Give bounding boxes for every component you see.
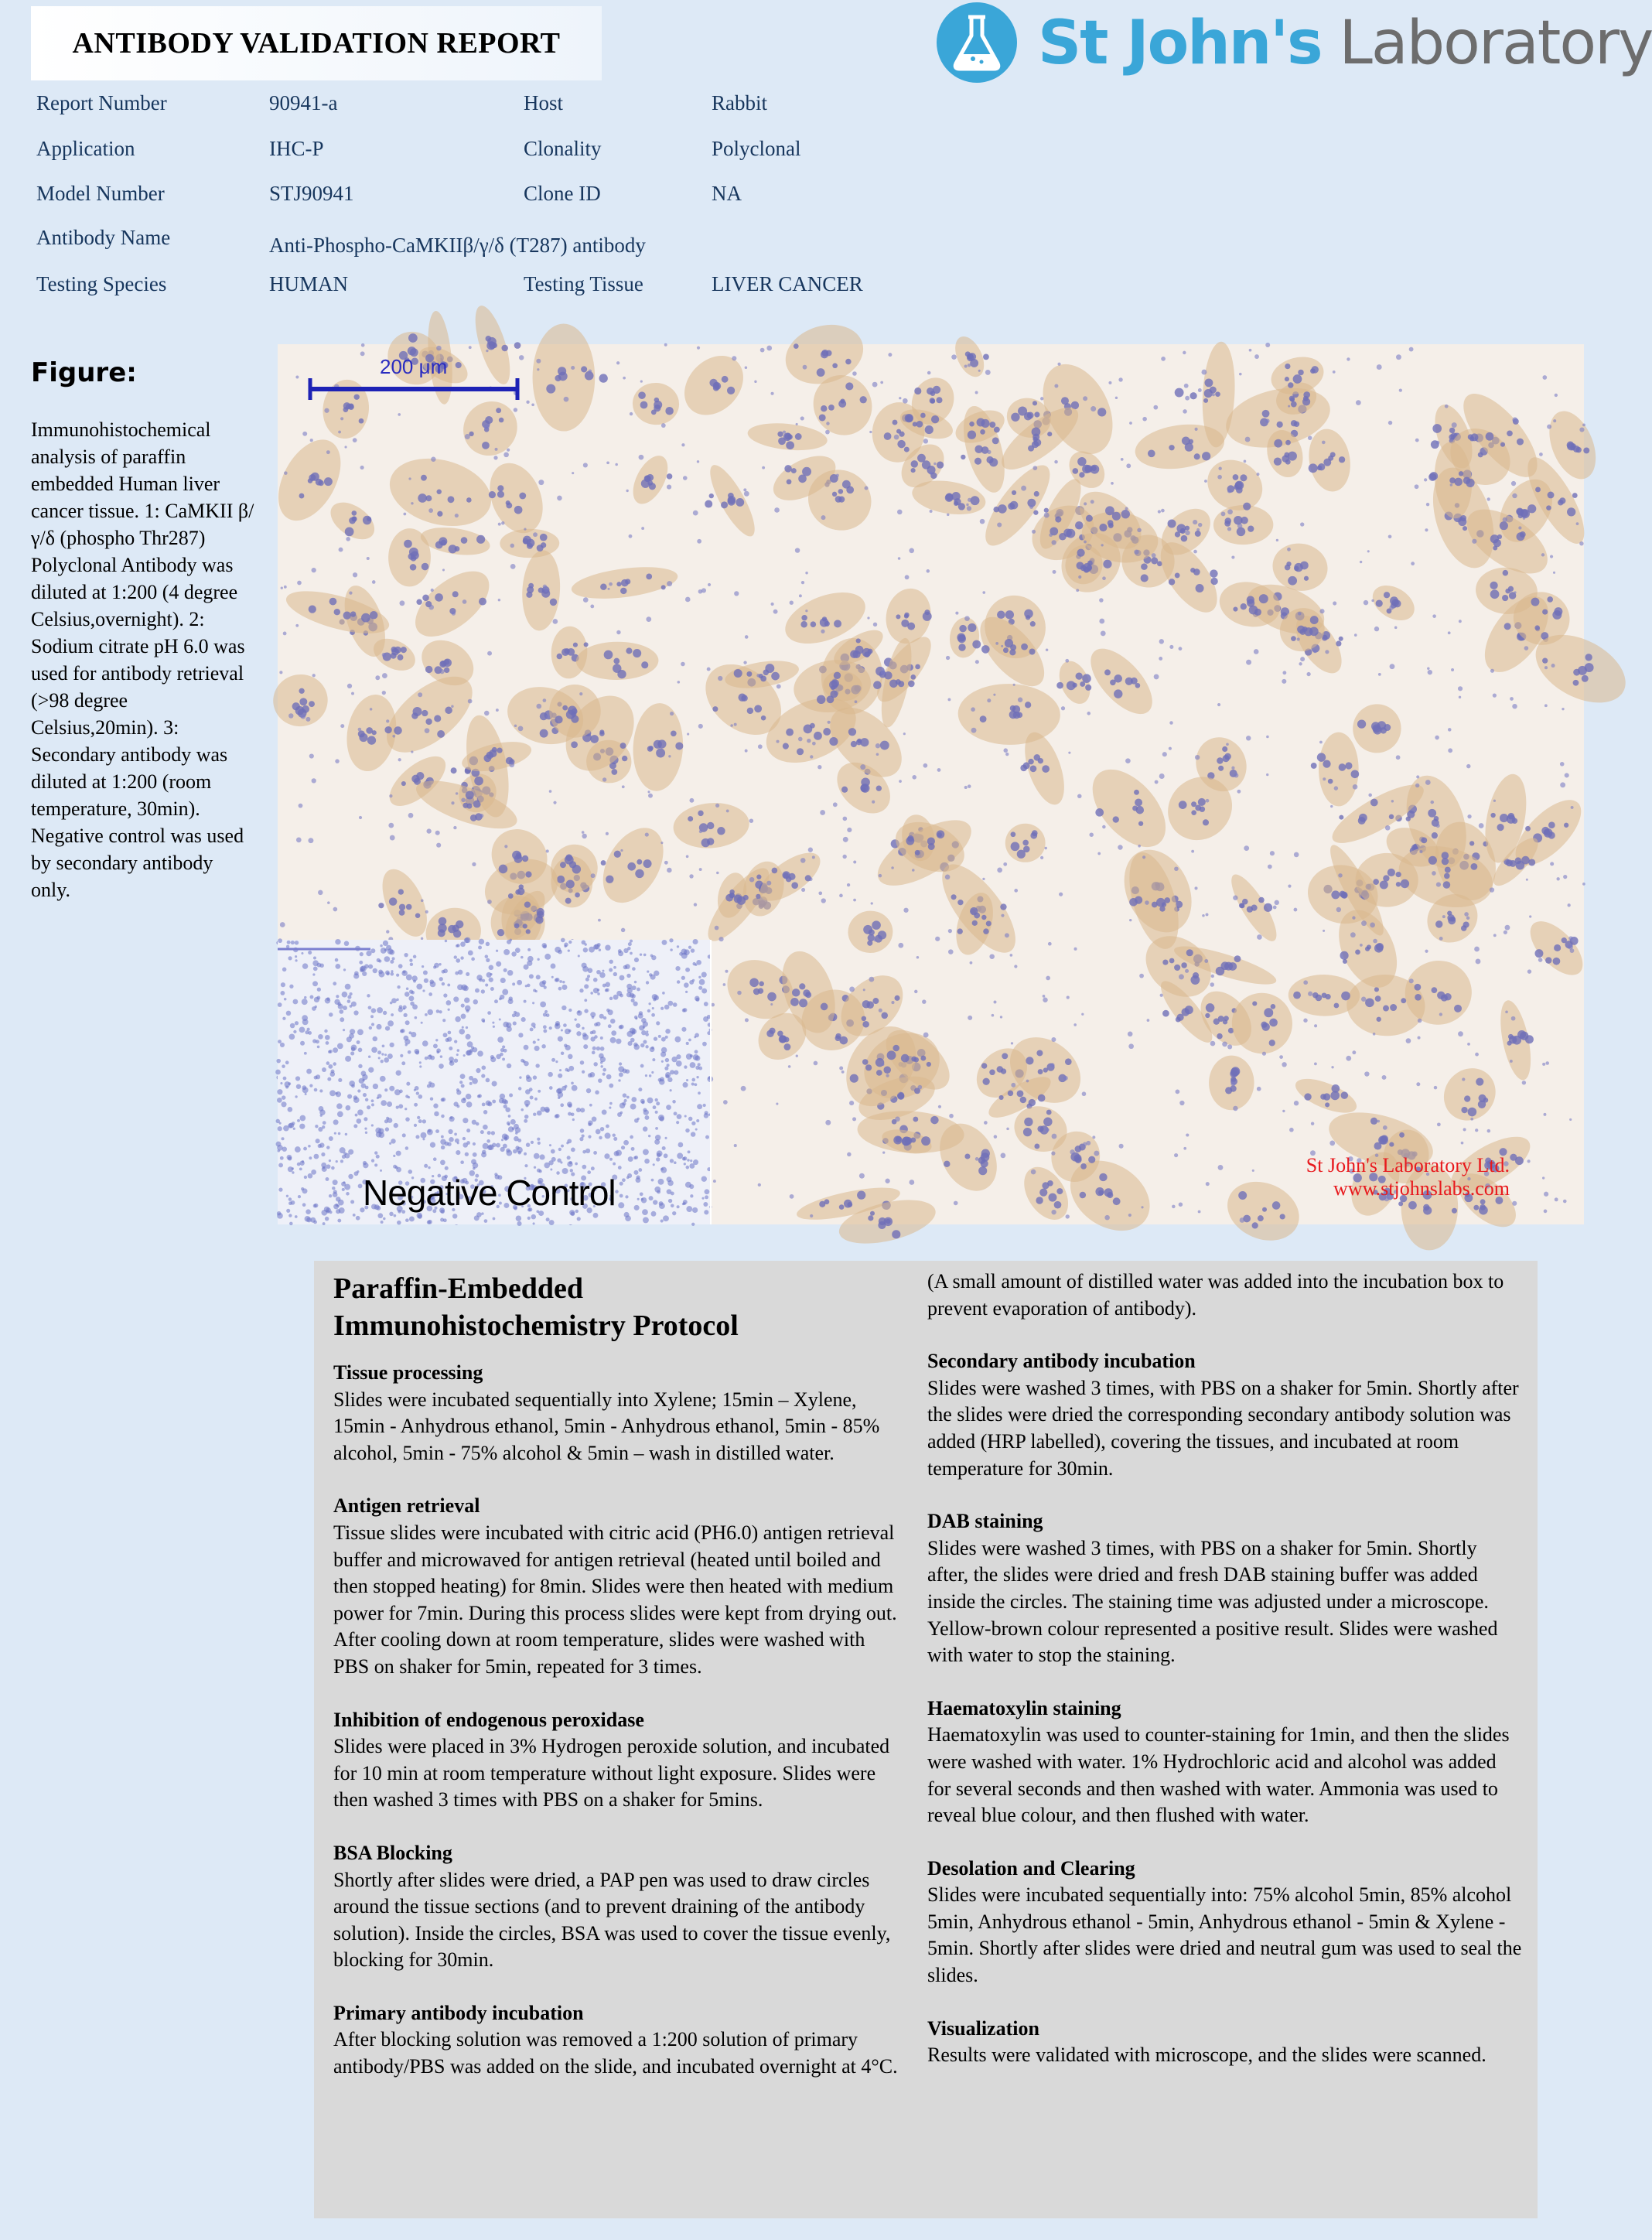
section-heading: Desolation and Clearing bbox=[927, 1856, 1135, 1880]
protocol-panel bbox=[314, 1261, 1538, 2218]
logo-text bbox=[1038, 5, 1652, 82]
section-body: Haematoxylin was used to counter-staining for 1min, and then the slides were washed with water. 1% Hydrochloric acid and alcohol was added for several seconds and then washed with water. Ammonia was used to reveal blue colour, and then flushed with water. bbox=[927, 1723, 1510, 1827]
info-value: Rabbit bbox=[712, 91, 767, 114]
protocol-section bbox=[333, 2000, 898, 2081]
info-label: Antibody Name bbox=[36, 226, 171, 249]
section-heading: BSA Blocking bbox=[333, 1841, 452, 1864]
flask-icon bbox=[934, 0, 1019, 85]
protocol-section bbox=[927, 1508, 1523, 1669]
protocol-title-line1: Paraffin-Embedded bbox=[333, 1272, 583, 1305]
section-body: Slides were incubated sequentially into: 75% alcohol 5min, 85% alcohol 5min, Anhydrous ethanol - 5min, Anhydrous ethanol - 5min & Xylene - 5min. Shortly after slides were dried and neutral gum was used to seal the slides. bbox=[927, 1883, 1522, 1987]
section-body: Slides were washed 3 times, with PBS on a shaker for 5min. Shortly after, the slides were dried and fresh DAB staining buffer was added inside the circles. The staining time was adjusted under a microscope. Yellow-brown colour represented a positive result. Slides were washed with water to stop the staining. bbox=[927, 1536, 1498, 1667]
info-label: Clonality bbox=[524, 137, 602, 160]
info-label: Testing Tissue bbox=[524, 272, 643, 295]
protocol-column-left bbox=[333, 1270, 898, 2107]
watermark-line2: www.stjohnslabs.com bbox=[1333, 1177, 1510, 1200]
protocol-section bbox=[333, 1493, 898, 1680]
section-body: Results were validated with microscope, and the slides were scanned. bbox=[927, 2044, 1486, 2067]
protocol-section bbox=[927, 1856, 1523, 1989]
info-value: NA bbox=[712, 182, 742, 205]
section-heading: Inhibition of endogenous peroxidase bbox=[333, 1708, 644, 1731]
section-body: Slides were placed in 3% Hydrogen peroxide solution, and incubated for 10 min at room temperature without light exposure. Slides were then washed 3 times with PBS on a shaker for 5mins. bbox=[333, 1735, 890, 1811]
info-value: Anti-Phospho-CaMKIIβ/γ/δ (T287) antibody bbox=[269, 234, 646, 257]
section-heading: Tissue processing bbox=[333, 1361, 483, 1384]
section-heading: Antigen retrieval bbox=[333, 1494, 480, 1518]
info-value: LIVER CANCER bbox=[712, 272, 863, 295]
info-value: Polyclonal bbox=[712, 137, 801, 160]
figure-description: Immunohistochemical analysis of paraffin embedded Human liver cancer tissue. 1: CaMKII β/γ/δ (phospho Thr287) Polyclonal Antibody was diluted at 1:200 (4 degree Celsius,overnight). 2: Sodium citrate pH 6.0 was used for antibody retrieval (>98 degree Celsius,20min). 3: Secondary antibody was diluted at 1:200 (room temperature, 30min). Negative control was used by secondary antibody only. bbox=[31, 418, 254, 901]
micrograph-image bbox=[278, 344, 1584, 1224]
protocol-section bbox=[927, 1269, 1523, 1322]
watermark bbox=[1306, 1154, 1510, 1200]
protocol-column-right bbox=[927, 1269, 1523, 2095]
negative-control-label: Negative Control bbox=[363, 1173, 616, 1213]
info-value: STJ90941 bbox=[269, 182, 354, 205]
protocol-section bbox=[333, 1360, 898, 1467]
section-heading: Haematoxylin staining bbox=[927, 1696, 1121, 1719]
section-heading: Primary antibody incubation bbox=[333, 2001, 584, 2024]
figure-heading: Figure: bbox=[31, 357, 137, 388]
protocol-section bbox=[333, 1840, 898, 1974]
info-label: Clone ID bbox=[524, 182, 601, 205]
watermark-line1: St John's Laboratory Ltd. bbox=[1306, 1154, 1510, 1176]
info-value: IHC-P bbox=[269, 137, 324, 160]
section-body: Slides were incubated sequentially into Xylene; 15min – Xylene, 15min - Anhydrous ethanol, 5min - Anhydrous ethanol, 5min - 85% alcohol, 5min - 75% alcohol & 5min – wash in distilled water. bbox=[333, 1388, 880, 1464]
protocol-title bbox=[333, 1270, 898, 1344]
section-body: After blocking solution was removed a 1:200 solution of primary antibody/PBS was added on the slide, and incubated overnight at 4°C. bbox=[333, 2028, 898, 2078]
logo-light-text: Laboratory bbox=[1339, 9, 1652, 78]
info-label: Model Number bbox=[36, 182, 165, 205]
tissue-texture bbox=[278, 344, 1584, 1224]
info-label: Report Number bbox=[36, 91, 167, 114]
info-label: Application bbox=[36, 137, 135, 160]
section-heading: DAB staining bbox=[927, 1510, 1043, 1533]
report-title-box bbox=[31, 6, 602, 80]
section-body: Shortly after slides were dried, a PAP pen was used to draw circles around the tissue sections (and to prevent draining of the antibody solution). Inside the circles, BSA was used to cover the tissue evenly, blocking for 30min. bbox=[333, 1868, 891, 1972]
logo-bold-text: St John's bbox=[1038, 9, 1322, 78]
info-label: Host bbox=[524, 91, 564, 114]
section-heading: Secondary antibody incubation bbox=[927, 1350, 1196, 1373]
protocol-section bbox=[927, 1348, 1523, 1482]
section-body: Tissue slides were incubated with citric acid (PH6.0) antigen retrieval buffer and microwaved for antigen retrieval (heated until boiled and then stopped heating) for 8min. Slides were then heated with medium power for 7min. During this process slides were kept from drying out. After cooling down at room temperature, slides were washed with PBS on shaker for 5min, repeated for 3 times. bbox=[333, 1521, 897, 1678]
company-logo bbox=[932, 0, 1652, 85]
section-heading: Visualization bbox=[927, 2016, 1039, 2040]
info-value: 90941-a bbox=[269, 91, 338, 114]
report-title: ANTIBODY VALIDATION REPORT bbox=[72, 27, 561, 60]
protocol-section bbox=[333, 1707, 898, 1814]
section-body: (A small amount of distilled water was added into the incubation box to prevent evaporation of antibody). bbox=[927, 1270, 1504, 1320]
protocol-title-line2: Immunohistochemistry Protocol bbox=[333, 1310, 739, 1342]
info-label: Testing Species bbox=[36, 272, 167, 295]
section-body: Slides were washed 3 times, with PBS on a shaker for 5min. Shortly after the slides were dried the corresponding secondary antibody solution was added (HRP labelled), covering the tissues, and incubated at room temperature for 30min. bbox=[927, 1376, 1519, 1480]
protocol-section bbox=[927, 2016, 1523, 2069]
protocol-section bbox=[927, 1695, 1523, 1829]
scale-bar-label: 200 μm bbox=[380, 355, 448, 378]
info-value: HUMAN bbox=[269, 272, 349, 295]
